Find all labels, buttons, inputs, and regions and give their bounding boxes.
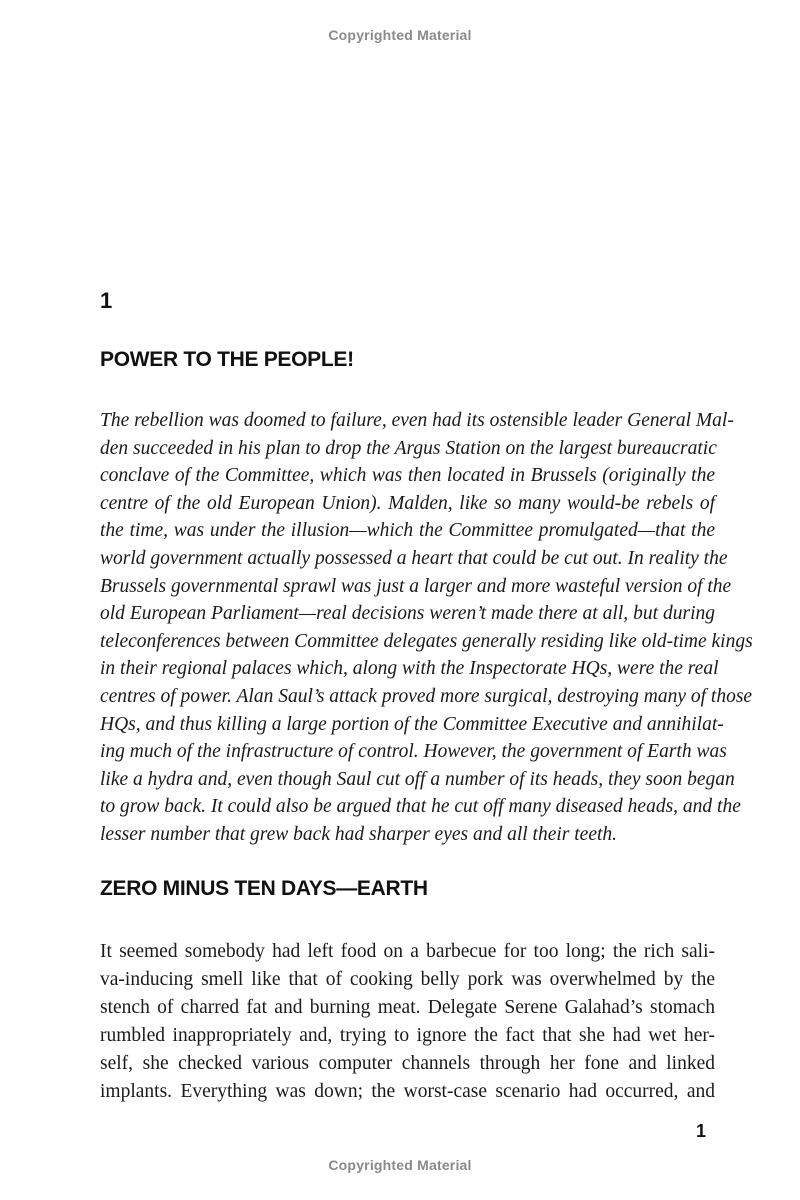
epigraph-line: to grow back. It could also be argued that he cut off many diseased heads, and the (100, 796, 741, 818)
body-line: rumbled inappropriately and, trying to ignore the fact that she had wet her- (100, 1025, 715, 1046)
epigraph-line: den succeeded in his plan to drop the Argus Station on the largest bureaucratic (100, 437, 717, 459)
epigraph-line: Brussels governmental sprawl was just a larger and more wasteful version of the (100, 575, 732, 597)
copyright-watermark-top: Copyrighted Material (328, 27, 472, 43)
chapter-number: 1 (100, 288, 113, 313)
epigraph-line: centre of the old European Union). Malden, like so many would-be rebels of (100, 492, 715, 514)
chapter-title: POWER TO THE PEOPLE! (100, 348, 354, 371)
body-line: self, she checked various computer channels through her fone and linked (100, 1053, 715, 1074)
epigraph-line: the time, was under the illusion—which the Committee promulgated—that the (100, 520, 715, 542)
body-line: stench of charred fat and burning meat. Delegate Serene Galahad’s stomach (100, 997, 715, 1018)
page-number: 1 (696, 1121, 707, 1141)
epigraph-line: The rebellion was doomed to failure, even had its ostensible leader General Mal- (100, 410, 734, 431)
epigraph-line: ing much of the infrastructure of control. However, the government of Earth was (100, 741, 727, 763)
epigraph-line: lesser number that grew back had sharper eyes and all their teeth. (100, 824, 618, 845)
epigraph-line: conclave of the Committee, which was then located in Brussels (originally the (100, 465, 715, 487)
epigraph-line: old European Parliament—real decisions weren’t made there at all, but during (100, 603, 715, 625)
section-heading: ZERO MINUS TEN DAYS—EARTH (100, 877, 428, 900)
body-line: va-inducing smell like that of cooking belly pork was overwhelmed by the (100, 969, 715, 990)
epigraph-line: world government actually possessed a heart that could be cut out. In reality the (100, 548, 728, 569)
body-line: implants. Everything was down; the worst-case scenario had occurred, and (100, 1081, 715, 1102)
epigraph-line: HQs, and thus killing a large portion of the Committee Executive and annihilat- (100, 713, 724, 735)
body-line: It seemed somebody had left food on a barbecue for too long; the rich sali- (100, 941, 715, 962)
copyright-watermark-bottom: Copyrighted Material (328, 1157, 472, 1173)
epigraph-line: like a hydra and, even though Saul cut off a number of its heads, they soon began (100, 768, 735, 790)
epigraph-line: teleconferences between Committee delegates generally residing like old-time kings (100, 630, 753, 652)
epigraph-line: centres of power. Alan Saul’s attack proved more surgical, destroying many of those (100, 686, 753, 707)
epigraph-line: in their regional palaces which, along with the Inspectorate HQs, were the real (100, 658, 719, 680)
